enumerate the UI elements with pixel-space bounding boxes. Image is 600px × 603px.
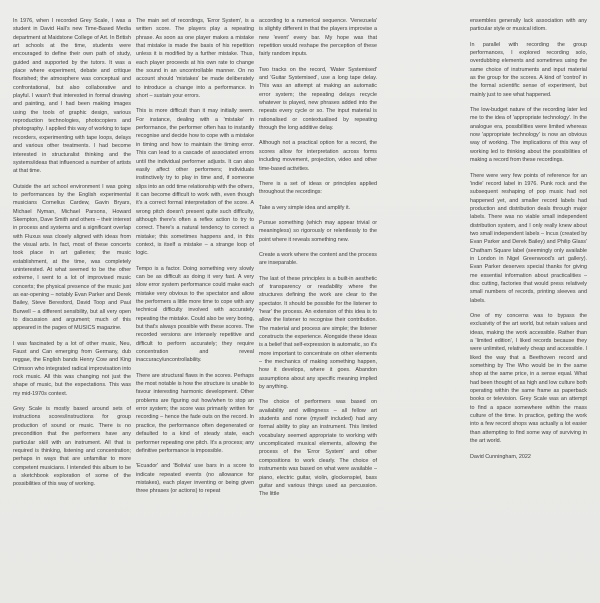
paragraph: Two tracks on the record, 'Water Systemised' and 'Guitar Systemised', use a long tape delay. This was an attempt at making an automatic error system; the repeating delays recycle whatever is played, new phrases added into the repeats every cycle or so. The input material is rationalised or contextualised by repeating through the long additive delay.: [259, 66, 377, 132]
paragraph: The choice of performers was based on availability and willingness – all fellow art students and none (myself included) had any formal ability to play an instrument. This limited vocabulary seemed appropriate to working with uncomplicated musical elements, allowing the process of the 'Error System' and other compositions to work clearly. The choice of instruments was based on what were available – piano, electric guitar, violin, glockenspiel, bass guitar and various things used as percussion. The little: [259, 399, 377, 498]
paragraph: The main set of recordings, 'Error System', is a written score. The players play a repeating phrase. As soon as one player makes a mistake that mistake is made the basis of his repetition unless it is modified by a further mistake. Thus, each player proceeds at his own rate to change the sound in an uncontrollable manner. On no account should 'mistakes' be made deliberately to introduce a change into a performance. In short – sustain your errors.: [136, 18, 254, 100]
paragraph: In parallel with recording the group performances, I explored recording solo, overdubbing elements and sometimes using the same choice of instruments and input material as the group for the scores. A kind of 'control' in the formal scientific sense of experiment, but mainly just to see what happened.: [470, 41, 587, 98]
paragraph: 'Ecuador' and 'Bolivia' use bars in a score to indicate repeated events (no allowance for mistakes), each player inventing or being given three phrases (or actions) to repeat: [136, 463, 254, 495]
paragraph: Create a work where the content and the process are inseparable.: [259, 251, 377, 267]
text-column-1: [13, 17, 131, 597]
paragraph: The low-budget nature of the recording later led me to the idea of 'appropriate technology'. In the analogue era, possibilities were limited whereas now 'appropriate technology' is now an obvious way of working. The implications of this way of working led to thinking about the possibilities of making a record from these recordings.: [470, 107, 587, 164]
author-signature: David Cunningham, 2022: [470, 453, 531, 460]
paragraph: Outside the art school environment I was going to performances by the English experimental musicians Cornelius Cardew, Gavin Bryars, Michael Nyman, Michael Parsons, Howard Skempton, Dave Smith and others – their interest in process and systems and a significant overlap with Fluxus was closely aligned with ideas from the visual arts. In fact, most of these concerts took place in art galleries; the music establishment, at the time, was completely uninterested. At what seemed to be the other extreme, I went to a lot of improvised music concerts; the physical presence of the music just as ear-opening – notably Evan Parker and Derek Bailey, Steve Beresford, David Toop and Paul Burwell – a different sensibility, but all very open to discussion and argument; much of this appeared in the pages of MUSICS magazine.: [13, 183, 131, 332]
paragraph: There are structural flaws in the scores. Perhaps the most notable is how the structure is unable to favour interesting harmonic development. Other problems are figuring out how/when to stop an error system; the score was primarily written for recording – hence the fade outs on the record. In practice, the performance often degenerated or defaulted to a kind of steady state, each performer repeating one pitch. It's a process; any definitive performance is impossible.: [136, 372, 254, 454]
paragraph: Grey Scale is mostly based around sets of instructions scores/instructions for group production of sound or music. There is no precondition that the performers have any particular skill with an instrument. All that is required is thinking, listening and concentration; perhaps in ways that are unfamiliar to more competent musicians. I intended this album to be a sketchbook exploration of some of the possibilities of this way of working.: [13, 406, 131, 488]
paragraph: This is more difficult than it may initially seem. For instance, dealing with a 'mistake' in performance, the performer often has to instantly recognise and decide how to cope with a mistake in timing and how to maintain the timing error. This can lead to a cascade of associated errors until the individual performer adjusts. It can also easily affect other performers; individuals instinctively try to play in time and, if someone slips into an odd time relationship with the others, it can become difficult to work with, even though it's a correct formal interpretation of the score. A wrong pitch doesn't present quite such difficulty, although there's often a reflex action to try to correct. There's a natural tendency to correct a mistake; this sometimes happens and, in this context, is itself a mistake – a strange loop of logic.: [136, 108, 254, 257]
paragraph: ensembles generally lack association with any particular style or musical idiom.: [470, 18, 587, 33]
paragraph: Pursue something (which may appear trivial or meaningless) so rigorously or relentlessly to the point where it reveals something new.: [259, 219, 377, 243]
paragraph: In 1976, when I recorded Grey Scale, I was a student in David Hall's new Time-Based Media department at Maidstone College of Art. In British art schools at the time, students were encouraged to define their own path of study, guided and supported by the tutors. It was a place where experiment, debate and critique flourished; the atmosphere was conceptual and confrontational, but also collaborative and playful. I wasn't that interested in formal drawing and painting, and I had been making images using the tools of graphic design, various reproduction technologies, photocopiers and photography. I applied this way of working to tape recorders, experimenting with tape loops, delays and various other treatments. I had become interested in structuralist thinking and the systems/ideas that influenced a number of artists at that time.: [13, 18, 131, 175]
paragraph: Tempo is a factor. Doing something very slowly can be as difficult as doing it very fast. A very slow error system performance could make each mistake very obvious to the spectator and allow the performers a little more time to cope with any technical difficulty involved with accurately repeating the mistake. Could also be very boring, but that's always possible with these scores. The recorded versions are intensely repetitive and difficult to perform accurately; they require concentration and reveal inaccuracy/uncontrollability.: [136, 265, 254, 364]
paragraph: according to a numerical sequence. 'Venezuela' is slightly different in that the players improvise a new 'event' every bar. My hope was that repetition would reshape the perception of these fairly random inputs.: [259, 18, 377, 58]
text-column-4: [470, 17, 587, 597]
text-column-3: [259, 17, 377, 597]
paragraph: Although not a practical option for a record, the scores allow for interpretation across forms including movement, projection, video and other time-based activities.: [259, 140, 377, 172]
paragraph: Take a very simple idea and amplify it.: [259, 204, 351, 211]
paragraph: I was fascinated by a lot of other music, Neu, Faust and Can emerging from Germany, dub reggae, the English bands Henry Cow and King Crimson who integrated radical improvisation into rock music. All this was changing not just the shape of music, but the expectations. This was my mid-1970s context.: [13, 340, 131, 397]
paragraph: The last of these principles is a built-in aesthetic of transparency or readability where the structures defining the work are clear to the spectator. It should be possible for the listener to 'hear' the process. An extension of this idea is to allow the listener to recognise their contribution. The material and process are simple; the listener constructs the experience. Alongside these ideas is a belief that self-expression is automatic, so it's more important to concentrate on other elements – the mechanics of making something happen, how it develops, where it goes. Abandon assumptions about any specific meaning implied by anything.: [259, 275, 377, 391]
paragraph: There is a set of ideas or principles applied throughout the recordings:: [259, 180, 377, 196]
text-column-2: [136, 17, 254, 597]
paragraph: There were very few points of reference for an 'indie' record label in 1976. Punk rock and the subsequent reshaping of pop music had not happened yet, and smaller record labels had production and distribution deals through major labels. There was no viable small independent distribution system, and I only really knew about two small independent labels – Incus (created by Evan Parker and Derek Bailey) and Philip Glass' Chatham Square label (seemingly only available in London in Nigel Greenwood's art gallery). Evan Parker deserves special thanks for giving me essential information about practicalities – disc cutting, factories that would press relatively small numbers of records, printing sleeves and labels.: [470, 172, 587, 304]
paragraph: One of my concerns was to bypass the exclusivity of the art world, but retain values and ideas, making the work accessible. Rather than a 'limited edition', I liked records because they were unlimited, relatively cheap and accessible. I liked the way that a Beethoven record and something by The Who would be in the same shop at the same price, in a sense equal. What had been thought of as high and low culture both operating within the same frame as paperback books or television. Grey Scale was an attempt to find a space somewhere within the mass culture of the time. In practice, getting the work into a few record shops was actually a lot easier than attempting to find some way of surviving in the art world.: [470, 313, 587, 445]
